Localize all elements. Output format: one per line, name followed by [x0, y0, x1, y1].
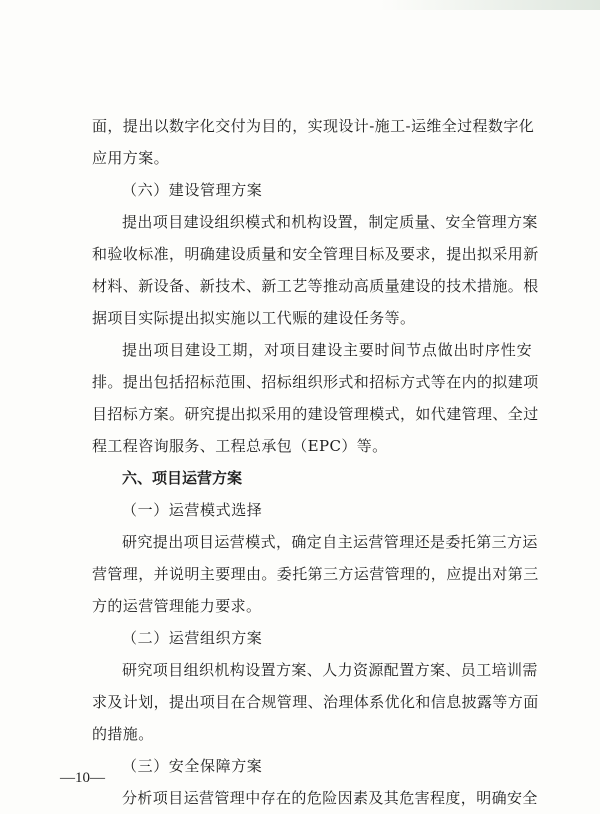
- section-heading-operation-mode: （一）运营模式选择: [122, 501, 263, 519]
- paragraph-line: 面，提出以数字化交付为目的，实现设计-施工-运维全过程数字化: [92, 117, 535, 135]
- chapter-heading-operations-plan: 六、项目运营方案: [122, 469, 243, 487]
- paragraph-line: 据项目实际提出拟实施以工代赈的建设任务等。: [92, 309, 416, 327]
- paragraph-line: 程工程咨询服务、工程总承包（EPC）等。: [92, 437, 388, 455]
- paragraph-line: 提出项目建设组织模式和机构设置，制定质量、安全管理方案: [122, 213, 538, 231]
- scan-edge-shading: [380, 0, 600, 10]
- paragraph-line: 的措施。: [92, 725, 154, 743]
- section-heading-construction-management: （六）建设管理方案: [122, 181, 263, 199]
- paragraph-line: 分析项目运营管理中存在的危险因素及其危害程度，明确安全: [122, 789, 538, 807]
- paragraph-line: 研究提出项目运营模式，确定自主运营管理还是委托第三方运: [122, 533, 538, 551]
- paragraph-line: 营管理，并说明主要理由。委托第三方运营管理的，应提出对第三: [92, 565, 539, 583]
- paragraph-line: 目招标方案。研究提出拟采用的建设管理模式，如代建管理、全过: [92, 405, 539, 423]
- paragraph-line: 材料、新设备、新技术、新工艺等推动高质量建设的技术措施。根: [92, 277, 539, 295]
- paragraph-line: 排。提出包括招标范围、招标组织形式和招标方式等在内的拟建项: [92, 373, 539, 391]
- paragraph-line: 应用方案。: [92, 149, 170, 167]
- body-text: [92, 110, 539, 814]
- paragraph-line: 求及计划，提出项目在合规管理、治理体系优化和信息披露等方面: [92, 693, 539, 711]
- section-heading-operation-organization: （二）运营组织方案: [122, 629, 263, 647]
- paragraph-line: 研究项目组织机构设置方案、人力资源配置方案、员工培训需: [122, 661, 538, 679]
- paragraph-line: 和验收标准，明确建设质量和安全管理目标及要求，提出拟采用新: [92, 245, 539, 263]
- paragraph-line: 方的运营管理能力要求。: [92, 597, 262, 615]
- paragraph-line: 提出项目建设工期，对项目建设主要时间节点做出时序性安: [122, 341, 532, 359]
- page-number: —10—: [60, 770, 105, 786]
- section-heading-safety-plan: （三）安全保障方案: [122, 757, 263, 775]
